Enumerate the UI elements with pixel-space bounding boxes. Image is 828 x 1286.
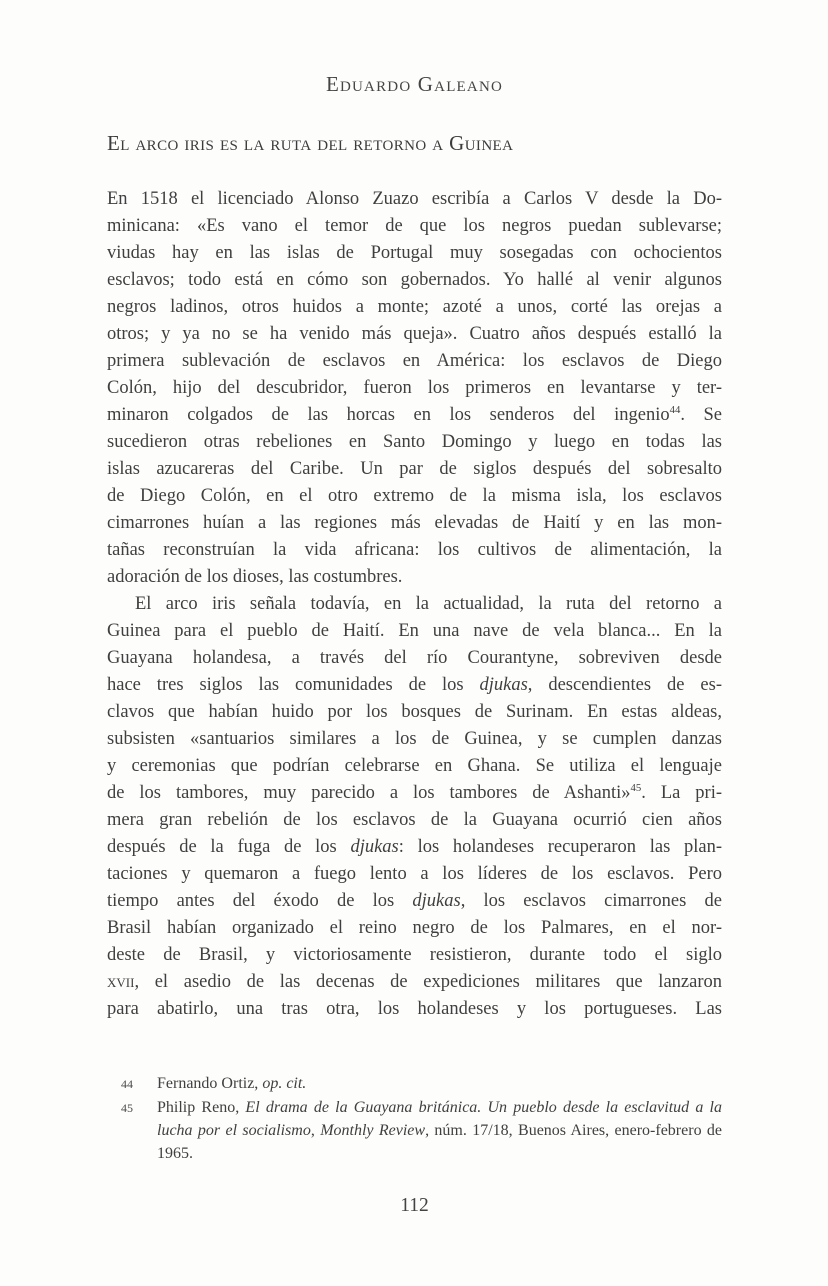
text-line: clavos que habían huido por los bosques de Surinam. En estas aldeas,: [107, 702, 722, 722]
text-line: minaron colgados de las horcas en los senderos del ingenio$^{44}$. Se: [107, 403, 722, 425]
text-line: después de la fuga de los djukas: los holandeses recuperaron las plan-: [107, 837, 723, 857]
running-header: Eduardo Galeano: [325, 72, 504, 96]
text-line: y ceremonias que podrían celebrarse en Ghana. Se utiliza el lenguaje: [107, 756, 722, 776]
text-line: de los tambores, muy parecido a los tambores de Ashanti»$^{45}$. La pri-: [107, 781, 722, 803]
text-line: viudas hay en las islas de Portugal muy sosegadas con ochocientos: [107, 243, 722, 263]
footnote: [107, 1072, 722, 1096]
footnote-marker: 45: [121, 1101, 133, 1115]
text-line: tiempo antes del éxodo de los djukas, los esclavos cimarrones de: [107, 891, 722, 911]
text-line: otros; y ya no se ha venido más queja». Cuatro años después estalló la: [107, 324, 722, 344]
text-line: xvii, el asedio de las decenas de expediciones militares que lanzaron: [107, 972, 722, 992]
text-line: mera gran rebelión de los esclavos de la Guayana ocurrió cien años: [107, 810, 722, 830]
section-heading: El arco iris es la ruta del retorno a Guinea: [107, 131, 514, 155]
footnote-marker: 44: [121, 1077, 133, 1091]
text-line: negros ladinos, otros huidos a monte; azoté a unos, corté las orejas a: [107, 297, 722, 317]
text-line: cimarrones huían a las regiones más elevadas de Haití y en las mon-: [107, 513, 722, 533]
text-line: Guayana holandesa, a través del río Courantyne, sobreviven desde: [107, 648, 722, 668]
text-line: minicana: «Es vano el temor de que los negros puedan sublevarse;: [107, 216, 722, 236]
text-line: para abatirlo, una tras otra, los holandeses y los portugueses. Las: [107, 999, 722, 1019]
page-number: 112: [400, 1195, 429, 1216]
text-line: adoración de los dioses, las costumbres.: [107, 567, 403, 587]
text-line: hace tres siglos las comunidades de los djukas, descendientes de es-: [107, 675, 722, 695]
text-line: primera sublevación de esclavos en América: los esclavos de Diego: [107, 351, 722, 371]
text-line: sucedieron otras rebeliones en Santo Domingo y luego en todas las: [107, 432, 722, 452]
text-line: taciones y quemaron a fuego lento a los líderes de los esclavos. Pero: [107, 864, 722, 884]
text-line: En 1518 el licenciado Alonso Zuazo escribía a Carlos V desde la Do-: [107, 189, 722, 209]
text-line: Brasil habían organizado el reino negro de los Palmares, en el nor-: [107, 918, 722, 938]
body-text: [107, 186, 722, 1023]
footnote-text: Fernando Ortiz, op. cit.: [157, 1075, 307, 1092]
text-line: Colón, hijo del descubridor, fueron los primeros en levantarse y ter-: [107, 378, 722, 398]
text-line: El arco iris señala todavía, en la actualidad, la ruta del retorno a: [135, 594, 722, 614]
text-line: de Diego Colón, en el otro extremo de la misma isla, los esclavos: [107, 486, 722, 506]
text-line: tañas reconstruían la vida africana: los cultivos de alimentación, la: [107, 540, 722, 560]
footnote: [107, 1096, 722, 1165]
text-line: esclavos; todo está en cómo son gobernados. Yo hallé al venir algunos: [107, 270, 722, 290]
text-line: deste de Brasil, y victoriosamente resistieron, durante todo el siglo: [107, 945, 722, 965]
text-line: Guinea para el pueblo de Haití. En una nave de vela blanca... En la: [107, 621, 722, 641]
footnote-list: [107, 1072, 722, 1165]
text-line: subsisten «santuarios similares a los de Guinea, y se cumplen danzas: [107, 729, 722, 749]
text-line: islas azucareras del Caribe. Un par de siglos después del sobresalto: [107, 459, 722, 479]
footnote-text: Philip Reno, El drama de la Guayana británica. Un pueblo desde la esclavitud a la lucha por el socialismo, Monthly Review, núm. 17/18, Buenos Aires, enero-febrero de 1965.: [157, 1099, 723, 1162]
